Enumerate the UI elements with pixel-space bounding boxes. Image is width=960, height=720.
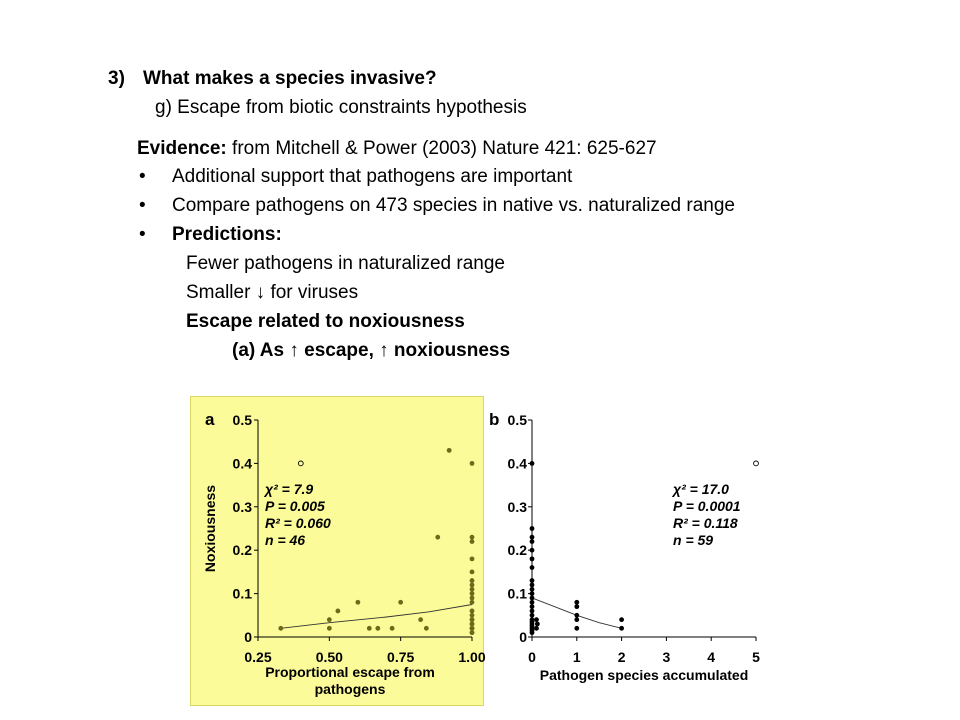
- panel-a-data-point: [470, 609, 475, 614]
- panel-b-x-tick-label: 0: [528, 649, 536, 665]
- panel-b-stat-line: P = 0.0001: [673, 498, 741, 514]
- panel-b-y-tick-label: 0.5: [507, 412, 527, 428]
- panel-a-data-point: [470, 617, 475, 622]
- panel-b-data-point: [530, 548, 535, 553]
- panel-a-data-point: [335, 609, 340, 614]
- panel-a-y-tick-label: 0.1: [232, 585, 252, 602]
- panel-b-y-tick-label: 0.1: [507, 585, 527, 602]
- panel-b-data-point: [574, 600, 579, 605]
- evidence-text: from Mitchell & Power (2003) Nature 421: 625-627: [226, 138, 657, 159]
- panel-b-data-point: [574, 617, 579, 622]
- prediction-1: Fewer pathogens in naturalized range: [186, 253, 505, 274]
- panel-b-data-point: [530, 596, 535, 601]
- panel-b-y-tick-label: 0: [519, 629, 527, 645]
- panel-a-x-tick-label: 0.25: [244, 649, 272, 665]
- panel-b-data-point: [530, 604, 535, 609]
- prediction-3a: (a) As ↑ escape, ↑ noxiousness: [232, 340, 511, 361]
- panel-b-data-point: [530, 461, 535, 466]
- panel-a-x-axis-label-line: Proportional escape from: [265, 664, 435, 680]
- bullet-glyph-2: •: [139, 195, 146, 216]
- panel-a-data-point: [470, 600, 475, 605]
- panel-a-y-axis-label: Noxiousness: [202, 484, 218, 573]
- panel-b-data-point: [530, 630, 535, 635]
- panel-a-data-point: [470, 583, 475, 588]
- panel-a-y-tick-label: 0: [244, 629, 252, 645]
- panel-b-data-point: [530, 535, 535, 540]
- panel-b-data-point: [530, 591, 535, 596]
- panel-b-x-tick-label: 2: [617, 649, 626, 665]
- slide-heading: What makes a species invasive?: [143, 68, 437, 89]
- panel-a-fit-curve: [281, 605, 472, 629]
- panel-a-data-point: [470, 556, 475, 561]
- panel-b-data-point: [530, 613, 535, 618]
- panel-a-y-tick-label: 0.5: [232, 412, 252, 428]
- panel-a-data-point: [470, 630, 475, 635]
- slide-subheading: g) Escape from biotic constraints hypothesis: [155, 97, 527, 118]
- bullet-2: Compare pathogens on 473 species in native vs. naturalized range: [172, 195, 735, 216]
- panel-a-stat-line: χ² = 7.9: [265, 481, 314, 497]
- panel-b-stat-line: n = 59: [673, 532, 714, 548]
- panel-b-data-point: [530, 583, 535, 588]
- panel-b-data-point: [534, 617, 539, 622]
- panel-b-stat-line: χ² = 17.0: [673, 481, 729, 497]
- panel-a-data-point: [390, 626, 395, 631]
- panel-b-data-point: [535, 622, 540, 627]
- panel-a-data-point: [355, 600, 360, 605]
- panel-b-x-tick-label: 3: [662, 649, 671, 665]
- panel-a-data-point: [470, 539, 475, 544]
- panel-a-x-tick-label: 0.50: [315, 649, 343, 665]
- panel-a-data-point: [470, 613, 475, 618]
- bullet-glyph-3: •: [139, 224, 146, 245]
- panel-b-y-tick-label: 0.2: [507, 542, 527, 559]
- panel-a-x-tick-label: 1.00: [458, 649, 486, 665]
- panel-a-data-point: [435, 535, 440, 540]
- panel-a-x-tick-label: 0.75: [387, 649, 415, 665]
- evidence-label: Evidence:: [137, 138, 227, 159]
- panel-b-x-axis-label: Pathogen species accumulated: [539, 667, 749, 683]
- panel-a-data-point: [327, 617, 332, 622]
- panel-a-data-point: [470, 578, 475, 583]
- bullet-3: Predictions:: [172, 224, 282, 245]
- panel-b-data-point: [530, 578, 535, 583]
- heading-number: 3): [108, 68, 125, 89]
- panel-a-x-axis-label-line: pathogens: [314, 681, 386, 697]
- panel-a-stat-line: P = 0.005: [265, 498, 325, 514]
- panel-b-data-point: [530, 600, 535, 605]
- panel-b-label: b: [489, 410, 500, 429]
- panel-b-data-point: [619, 617, 624, 622]
- panel-a-data-point: [418, 617, 423, 622]
- panel-b-data-point: [530, 609, 535, 614]
- panel-a-data-point: [470, 622, 475, 627]
- panel-a-open-point: [298, 461, 303, 466]
- panel-a-data-point: [447, 448, 452, 453]
- panel-b-data-point: [530, 539, 535, 544]
- panel-a-data-point: [470, 626, 475, 631]
- panel-b-data-point: [530, 526, 535, 531]
- panel-a-data-point: [367, 626, 372, 631]
- panel-b-data-point: [619, 626, 624, 631]
- prediction-2: Smaller ↓ for viruses: [186, 282, 359, 303]
- panel-b-data-point: [574, 626, 579, 631]
- panel-b-data-point: [534, 626, 539, 631]
- panel-a-data-point: [398, 600, 403, 605]
- panel-a-data-point: [470, 591, 475, 596]
- panel-a-data-point: [375, 626, 380, 631]
- panel-a-data-point: [470, 596, 475, 601]
- bullet-glyph-1: •: [139, 166, 146, 187]
- panel-a-data-point: [470, 587, 475, 592]
- panel-b-x-tick-label: 5: [752, 649, 760, 665]
- panel-a-y-tick-label: 0.4: [232, 455, 252, 472]
- panel-a-y-tick-label: 0.3: [232, 498, 252, 515]
- panel-a-stat-line: R² = 0.060: [265, 515, 331, 531]
- panel-b-data-point: [530, 587, 535, 592]
- panel-a-data-point: [327, 626, 332, 631]
- panel-a-data-point: [470, 570, 475, 575]
- panel-a-data-point: [278, 626, 283, 631]
- panel-a-data-point: [470, 535, 475, 540]
- panel-b-stat-line: R² = 0.118: [673, 515, 738, 531]
- panel-a-stat-line: n = 46: [265, 532, 306, 548]
- panel-a-label: a: [205, 410, 215, 429]
- bullet-1: Additional support that pathogens are important: [172, 166, 573, 187]
- panel-b-y-tick-label: 0.3: [507, 498, 527, 515]
- panel-a-y-tick-label: 0.2: [232, 542, 252, 559]
- panel-b-data-point: [574, 604, 579, 609]
- panel-b-data-point: [530, 565, 535, 570]
- prediction-3: Escape related to noxiousness: [186, 311, 465, 332]
- panel-b-y-tick-label: 0.4: [507, 455, 527, 472]
- panel-a-data-point: [470, 461, 475, 466]
- panel-a-data-point: [424, 626, 429, 631]
- panel-b-x-tick-label: 4: [707, 649, 716, 665]
- panel-b-x-tick-label: 1: [572, 649, 581, 665]
- panel-b-data-point: [530, 556, 535, 561]
- panel-b-data-point: [574, 613, 579, 618]
- panel-b-open-point: [754, 461, 759, 466]
- panel-a-x-axis-label: [265, 664, 435, 697]
